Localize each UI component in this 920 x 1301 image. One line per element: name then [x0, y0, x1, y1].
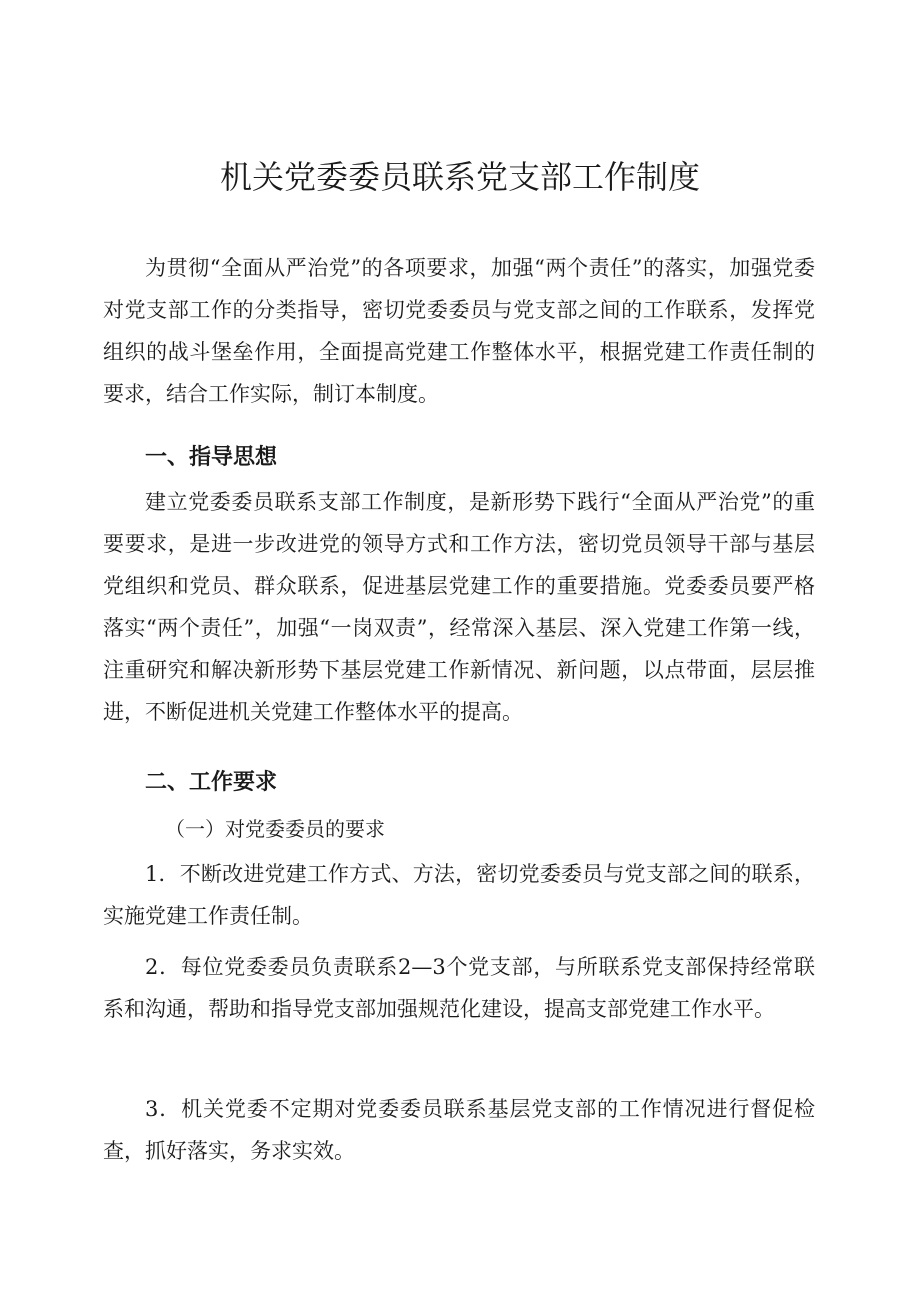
- intro-paragraph: 为贯彻“全面从严治党”的各项要求，加强“两个责任”的落实，加强党委对党支部工作的分类指导，密切党委委员与党支部之间的工作联系，发挥党组织的战斗堡垒作用，全面提高党建工作整体水平，根据党建工作责任制的要求，结合工作实际，制订本制度。: [103, 256, 815, 406]
- list-item-2: 2．每位党委委员负责联系2—3个党支部，与所联系党支部保持经常联系和沟通，帮助和指导党支部加强规范化建设，提高支部党建工作水平。: [103, 955, 815, 1021]
- section-heading-guiding-ideology: 一、指导思想: [145, 445, 278, 470]
- document-title: 机关党委委员联系党支部工作制度: [219, 158, 700, 196]
- subsection-heading-committee-member-requirements: （一）对党委委员的要求: [165, 817, 385, 841]
- guiding-ideology-paragraph: 建立党委委员联系支部工作制度，是新形势下践行“全面从严治党”的重要要求，是进一步改进党的领导方式和工作方法，密切党员领导干部与基层党组织和党员、群众联系，促进基层党建工作的重要措施。党委委员要严格落实“两个责任”，加强“一岗双责”，经常深入基层、深入党建工作第一线，注重研究和解决新形势下基层党建工作新情况、新问题，以点带面，层层推进，不断促进机关党建工作整体水平的提高。: [103, 490, 815, 724]
- list-item-1: 1．不断改进党建工作方式、方法，密切党委委员与党支部之间的联系，实施党建工作责任制。: [103, 862, 815, 928]
- section-heading-work-requirements: 二、工作要求: [145, 770, 278, 795]
- list-item-3: 3．机关党委不定期对党委委员联系基层党支部的工作情况进行督促检查，抓好落实，务求实效。: [103, 1097, 815, 1163]
